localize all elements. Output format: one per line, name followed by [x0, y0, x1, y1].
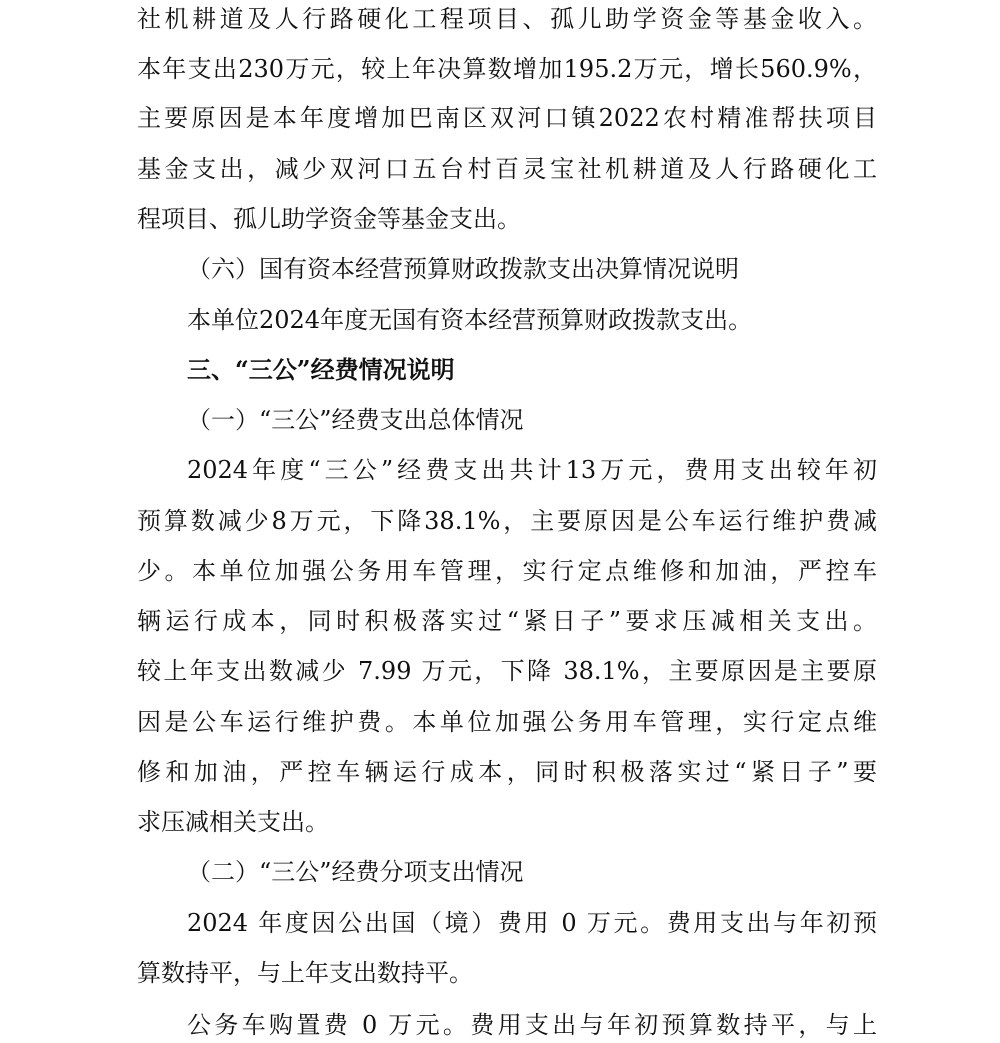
text-line: 程项目、孤儿助学资金等基金支出。: [137, 205, 521, 233]
text-line: 主要原因是本年度增加巴南区双河口镇2022农村精准帮扶项目: [137, 104, 877, 132]
text-line: 公务车购置费 0 万元。费用支出与年初预算数持平，与上: [187, 1011, 877, 1039]
section-heading: （一）“三公”经费支出总体情况: [187, 406, 524, 434]
text-line: 2024 年度因公出国（境）费用 0 万元。费用支出与年初预: [187, 909, 877, 937]
text-line: 少。本单位加强公务用车管理，实行定点维修和加油，严控车: [137, 557, 877, 585]
text-line: 算数持平，与上年支出数持平。: [137, 959, 473, 987]
text-line: 辆运行成本，同时积极落实过“紧日子”要求压减相关支出。: [137, 607, 877, 635]
text-line: 较上年支出数减少 7.99 万元，下降 38.1%，主要原因是主要原: [137, 657, 877, 685]
text-line: 本单位2024年度无国有资本经营预算财政拨款支出。: [187, 306, 753, 334]
text-line: 社机耕道及人行路硬化工程项目、孤儿助学资金等基金收入。: [137, 5, 877, 33]
text-line: 求压减相关支出。: [137, 808, 329, 836]
section-heading: （二）“三公”经费分项支出情况: [187, 858, 524, 886]
text-line: 本年支出230万元，较上年决算数增加195.2万元，增长560.9%，: [137, 55, 877, 83]
section-heading: （六）国有资本经营预算财政拨款支出决算情况说明: [187, 255, 739, 283]
text-line: 2024年度“三公”经费支出共计13万元，费用支出较年初: [187, 456, 877, 484]
text-line: 基金支出，减少双河口五台村百灵宝社机耕道及人行路硬化工: [137, 155, 877, 183]
text-line: 预算数减少8万元，下降38.1%，主要原因是公车运行维护费减: [137, 507, 877, 535]
chapter-heading: 三、“三公”经费情况说明: [187, 355, 455, 384]
text-line: 因是公车运行维护费。本单位加强公务用车管理，实行定点维: [137, 708, 877, 736]
text-line: 修和加油，严控车辆运行成本，同时积极落实过“紧日子”要: [137, 758, 877, 786]
